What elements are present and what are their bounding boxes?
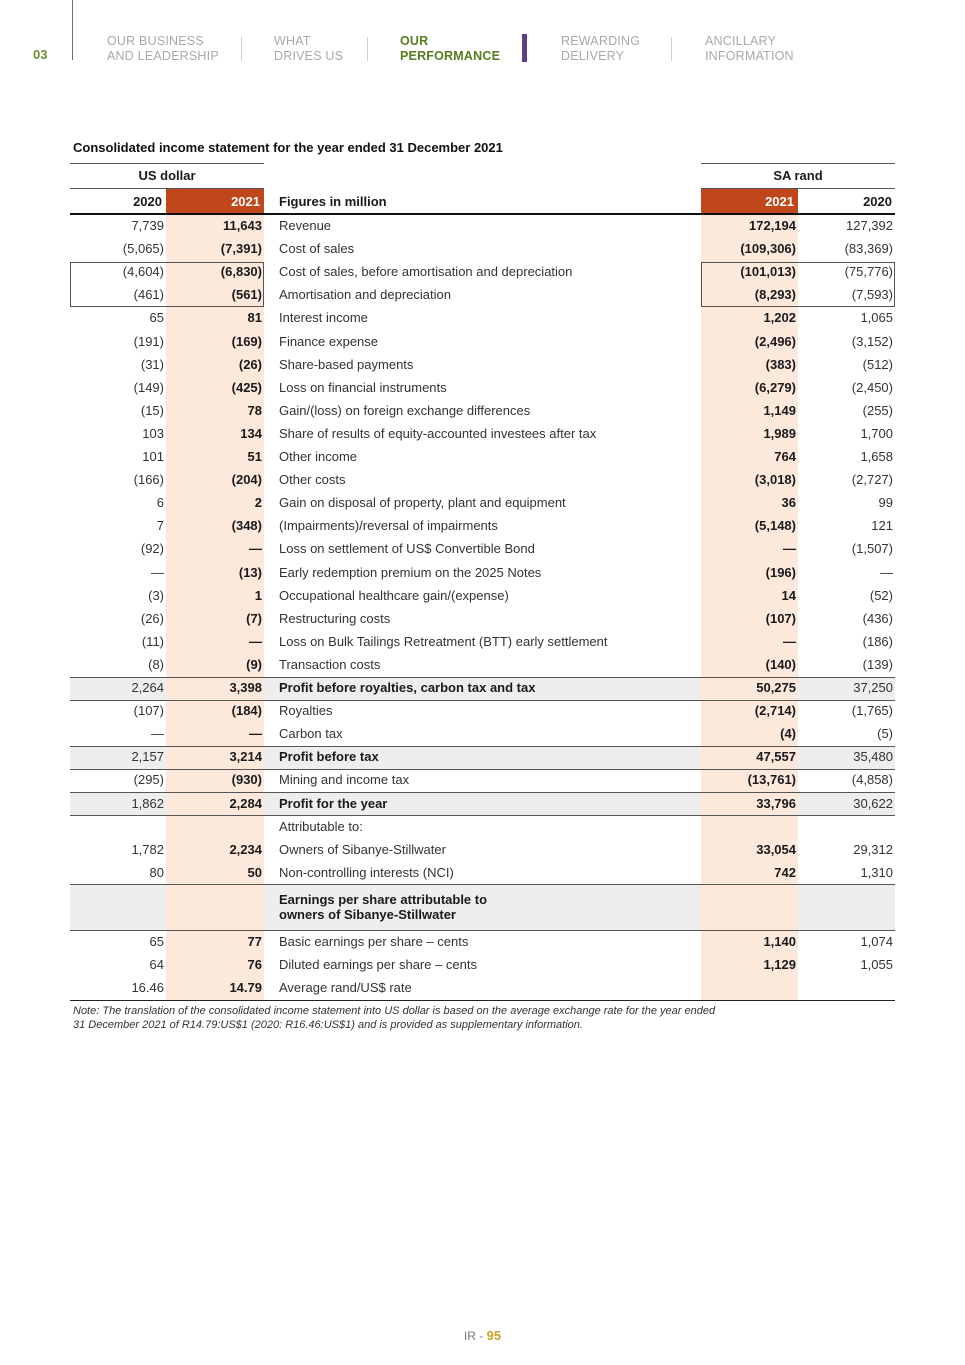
value-usd-2020: (149) [133, 379, 164, 395]
value-zar-2020: (3,152) [851, 333, 893, 349]
value-usd-2021: (561) [231, 287, 262, 303]
value-zar-2020: (1,507) [851, 541, 893, 557]
value-zar-2020: 99 [878, 495, 893, 511]
section-number: 03 [33, 47, 48, 62]
value-zar-2021: (109,306) [740, 241, 796, 257]
value-usd-2021: (7) [246, 610, 262, 626]
value-zar-2020: (1,765) [851, 703, 893, 719]
value-zar-2020: 1,310 [860, 864, 893, 880]
value-usd-2020: 1,782 [131, 841, 164, 857]
value-usd-2020: 7 [156, 518, 164, 534]
value-usd-2020: (107) [133, 703, 164, 719]
value-zar-2020: — [880, 564, 893, 580]
nav-label-line1: OUR [400, 34, 429, 48]
value-usd-2021: 3,214 [229, 749, 262, 765]
value-zar-2021: (4) [780, 726, 796, 742]
value-zar-2021: 764 [774, 449, 796, 464]
value-usd-2020: (8) [148, 656, 164, 672]
eps-heading-line2: owners of Sibanye-Stillwater [279, 907, 456, 923]
row-rule [70, 746, 895, 747]
value-usd-2020: (26) [140, 610, 164, 626]
value-zar-2021: — [783, 541, 796, 557]
row-rule [70, 815, 895, 816]
value-usd-2021: 51 [247, 449, 262, 464]
usd-group-underline [70, 188, 264, 189]
row-label: Profit before royalties, carbon tax and tax [279, 680, 536, 695]
value-zar-2020: (436) [862, 610, 893, 626]
value-zar-2020: 30,622 [853, 795, 893, 811]
value-zar-2021: 50,275 [756, 680, 796, 695]
value-usd-2021: (204) [231, 472, 262, 488]
row-label: Share of results of equity-accounted investees after tax [279, 425, 597, 441]
row-label: Other income [279, 449, 358, 464]
value-zar-2021: — [783, 633, 796, 649]
row-label: Royalties [279, 703, 333, 719]
row-label: Interest income [279, 310, 368, 326]
row-rule [70, 930, 895, 931]
value-usd-2021: (930) [231, 772, 262, 788]
value-usd-2020: 65 [149, 310, 164, 326]
value-usd-2021: 76 [247, 957, 262, 972]
value-zar-2021: 742 [774, 864, 796, 880]
value-usd-2021: 2,284 [229, 795, 262, 811]
row-label: Revenue [279, 218, 332, 233]
value-usd-2021: 134 [240, 425, 262, 441]
value-usd-2020: 65 [149, 933, 164, 949]
eps-heading-shade [70, 884, 166, 930]
col-header-zar-2021: 2021 [765, 194, 794, 209]
value-zar-2020: 1,055 [860, 957, 893, 972]
value-zar-2021: (101,013) [740, 264, 796, 280]
value-usd-2021: — [249, 633, 262, 649]
zar-group-rule [701, 163, 895, 164]
value-zar-2021: (383) [765, 356, 796, 372]
nav-label-line2: DELIVERY [561, 49, 625, 63]
row-label: Share-based payments [279, 356, 414, 372]
statement-title: Consolidated income statement for the year ended 31 December 2021 [73, 140, 503, 155]
nav-label-line2: AND LEADERSHIP [107, 49, 219, 63]
row-label: Loss on financial instruments [279, 379, 447, 395]
value-usd-2021: (9) [246, 656, 262, 672]
value-zar-2020: (52) [869, 587, 893, 603]
row-label: Loss on settlement of US$ Convertible Bond [279, 541, 535, 557]
row-label: Restructuring costs [279, 610, 391, 626]
nav-label-line1: ANCILLARY [705, 34, 777, 48]
row-label: Diluted earnings per share – cents [279, 957, 478, 972]
zar-group-label: SA rand [773, 168, 823, 183]
value-zar-2020: 29,312 [853, 841, 893, 857]
footer-prefix: IR - [463, 1329, 487, 1343]
value-usd-2021: 78 [247, 402, 262, 418]
value-zar-2021: 1,140 [763, 933, 796, 949]
value-usd-2021: (425) [231, 379, 262, 395]
value-zar-2021: 33,054 [756, 841, 796, 857]
value-zar-2021: 47,557 [756, 749, 796, 765]
value-usd-2020: 16.46 [131, 980, 164, 996]
value-zar-2021: 172,194 [749, 218, 796, 233]
row-label: (Impairments)/reversal of impairments [279, 518, 498, 534]
nav-label-line2: PERFORMANCE [400, 49, 501, 63]
value-usd-2021: 2 [254, 495, 262, 511]
footnote [73, 1005, 833, 1032]
value-zar-2021: (196) [765, 564, 796, 580]
value-zar-2020: 1,700 [860, 425, 893, 441]
row-label: Average rand/US$ rate [279, 980, 412, 996]
header-rule [70, 213, 895, 215]
col-header-usd-2020: 2020 [133, 194, 162, 209]
row-label: Loss on Bulk Tailings Retreatment (BTT) early settlement [279, 633, 608, 649]
value-zar-2021: (107) [765, 610, 796, 626]
value-zar-2020: 1,065 [860, 310, 893, 326]
value-usd-2021: (169) [231, 333, 262, 349]
value-usd-2020: 103 [142, 425, 164, 441]
value-zar-2020: (5) [877, 726, 893, 742]
value-usd-2020: (191) [133, 333, 164, 349]
row-rule [70, 769, 895, 770]
value-zar-2020: (186) [862, 633, 893, 649]
value-usd-2020: (11) [141, 633, 164, 649]
usd-group-rule [70, 163, 264, 164]
row-label: Occupational healthcare gain/(expense) [279, 587, 509, 603]
value-zar-2021: (3,018) [754, 472, 796, 488]
value-zar-2020: (4,858) [851, 772, 893, 788]
row-rule [70, 677, 895, 678]
value-zar-2021: (140) [765, 656, 796, 672]
row-label: Cost of sales [279, 241, 355, 257]
value-zar-2020: (83,369) [844, 241, 893, 257]
row-label: Basic earnings per share – cents [279, 933, 469, 949]
col-header-figures: Figures in million [279, 194, 387, 209]
value-usd-2021: 77 [247, 933, 262, 949]
value-usd-2021: — [249, 726, 262, 742]
value-zar-2021: 1,989 [763, 425, 796, 441]
value-usd-2021: (7,391) [220, 241, 262, 257]
row-label: Amortisation and depreciation [279, 287, 451, 303]
table-bottom-rule [70, 1000, 895, 1001]
value-usd-2020: 7,739 [131, 218, 164, 233]
value-zar-2021: (2,714) [754, 703, 796, 719]
value-usd-2021: (348) [231, 518, 262, 534]
value-zar-2020: (512) [862, 356, 893, 372]
value-zar-2020: (7,593) [851, 287, 893, 303]
value-zar-2021: (13,761) [747, 772, 796, 788]
value-zar-2021: (8,293) [754, 287, 796, 303]
value-usd-2021: 50 [247, 864, 262, 880]
value-zar-2020: 127,392 [846, 218, 893, 233]
row-label: Transaction costs [279, 656, 381, 672]
value-usd-2021: 1 [254, 587, 262, 603]
zar-group-underline [701, 188, 895, 189]
row-label: Other costs [279, 472, 346, 488]
row-label: Carbon tax [279, 726, 343, 742]
row-label: Gain on disposal of property, plant and equipment [279, 495, 566, 511]
row-label: Gain/(loss) on foreign exchange differences [279, 402, 531, 418]
value-zar-2021: 1,129 [763, 957, 796, 972]
value-usd-2020: (5,065) [122, 241, 164, 257]
value-usd-2021: — [249, 541, 262, 557]
nav-label-line2: DRIVES US [274, 49, 344, 63]
value-usd-2021: (26) [238, 356, 262, 372]
value-usd-2020: (4,604) [122, 264, 164, 280]
value-usd-2020: 80 [149, 864, 164, 880]
nav-label-line1: OUR BUSINESS [107, 34, 204, 48]
value-zar-2020: 1,074 [860, 933, 893, 949]
value-usd-2021: 11,643 [222, 218, 262, 233]
row-rule [70, 884, 895, 885]
value-zar-2021: 36 [781, 495, 796, 511]
value-zar-2021: (2,496) [754, 333, 796, 349]
row-label: Attributable to: [279, 818, 363, 834]
col-header-usd-2021: 2021 [231, 194, 260, 209]
value-usd-2020: — [151, 726, 164, 742]
footnote-line2: 31 December 2021 of R14.79:US$1 (2020: R16.46:US$1) and is provided as supplementary information. [73, 1018, 583, 1031]
nav-label-line1: REWARDING [561, 34, 641, 48]
value-zar-2020: 1,658 [860, 449, 893, 464]
value-usd-2020: (92) [140, 541, 164, 557]
row-label: Non-controlling interests (NCI) [279, 864, 454, 880]
value-zar-2020: (2,450) [851, 379, 893, 395]
nav-label-line1: WHAT [274, 34, 311, 48]
usd-group-label: US dollar [138, 168, 196, 183]
value-usd-2021: 81 [247, 310, 262, 326]
row-label: Profit for the year [279, 795, 388, 811]
value-zar-2020: (139) [862, 656, 893, 672]
value-zar-2020: 35,480 [853, 749, 893, 765]
row-label: Cost of sales, before amortisation and depreciation [279, 264, 573, 280]
value-usd-2021: (13) [238, 564, 262, 580]
row-rule [70, 792, 895, 793]
row-rule [70, 700, 895, 701]
value-usd-2020: — [151, 564, 164, 580]
eps-heading-shade [798, 884, 895, 930]
value-zar-2021: 14 [781, 587, 796, 603]
value-usd-2020: 1,862 [131, 795, 164, 811]
value-usd-2021: 2,234 [229, 841, 262, 857]
eps-heading-line1: Earnings per share attributable to [279, 892, 488, 908]
value-usd-2020: (15) [140, 402, 164, 418]
value-usd-2020: 2,157 [131, 749, 164, 765]
value-usd-2020: (3) [148, 587, 164, 603]
value-usd-2021: 14.79 [229, 980, 262, 996]
value-usd-2020: (31) [140, 356, 164, 372]
value-zar-2021: 1,202 [763, 310, 796, 326]
value-zar-2020: (2,727) [851, 472, 893, 488]
row-label: Finance expense [279, 333, 379, 349]
value-usd-2021: (184) [231, 703, 262, 719]
page-number: 95 [486, 1328, 502, 1343]
value-usd-2020: 64 [149, 957, 164, 972]
col-header-zar-2020: 2020 [863, 194, 892, 209]
value-zar-2021: 1,149 [763, 402, 796, 418]
value-usd-2020: 101 [142, 449, 164, 464]
row-label: Profit before tax [279, 749, 379, 765]
row-label: Early redemption premium on the 2025 Notes [279, 564, 542, 580]
value-usd-2021: 3,398 [229, 680, 262, 695]
value-usd-2020: 2,264 [131, 680, 164, 695]
value-usd-2020: (295) [133, 772, 164, 788]
page-footer [0, 1328, 965, 1343]
value-usd-2021: (6,830) [220, 264, 262, 280]
row-label: Mining and income tax [279, 772, 410, 788]
row-label: Owners of Sibanye-Stillwater [279, 841, 446, 857]
value-zar-2021: (6,279) [754, 379, 796, 395]
value-zar-2020: (255) [862, 402, 893, 418]
value-usd-2020: 6 [156, 495, 164, 511]
footnote-line1: Note: The translation of the consolidated income statement into US dollar is based on the average exchange rate for the year ended [73, 1005, 716, 1017]
value-zar-2021: 33,796 [756, 795, 796, 811]
value-zar-2020: (75,776) [844, 264, 893, 280]
value-usd-2020: (166) [133, 472, 164, 488]
value-usd-2020: (461) [133, 287, 164, 303]
nav-label-line2: INFORMATION [705, 49, 794, 63]
value-zar-2021: (5,148) [754, 518, 796, 534]
value-zar-2020: 121 [871, 518, 893, 534]
value-zar-2020: 37,250 [853, 680, 893, 695]
